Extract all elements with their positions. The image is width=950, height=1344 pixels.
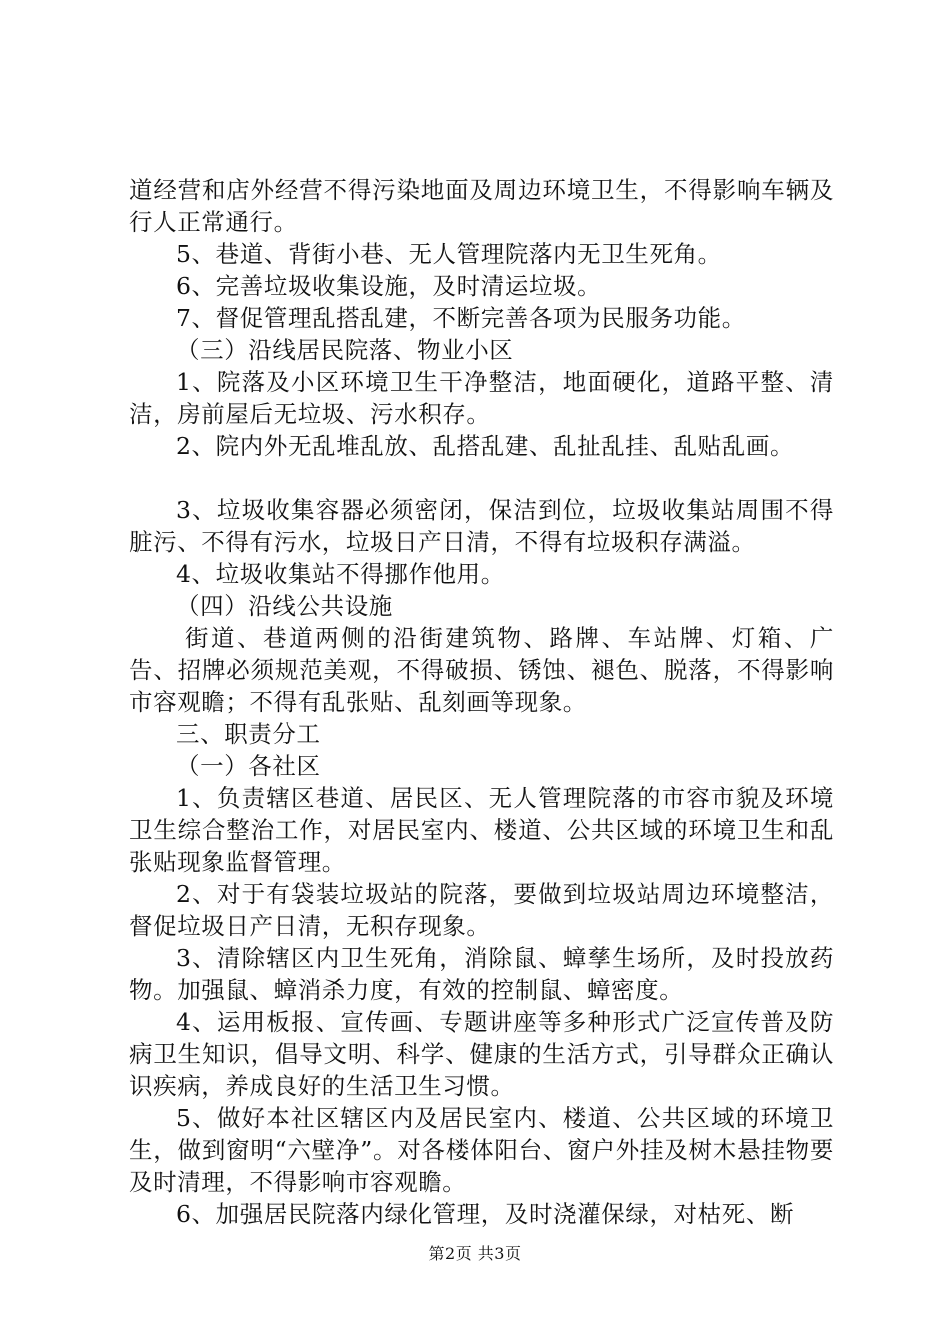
blank-line xyxy=(129,462,834,494)
section-heading-4: （四）沿线公共设施 xyxy=(176,592,393,620)
duty-item-6: 6、加强居民院落内绿化管理，及时浇灌保绿，对枯死、断 xyxy=(176,1200,795,1228)
page-footer xyxy=(0,1244,950,1264)
duty-item-2: 2、对于有袋装垃圾站的院落，要做到垃圾站周边环境整洁，督促垃圾日产日清，无积存现象。 xyxy=(129,880,834,940)
paragraph-item-1: 1、院落及小区环境卫生干净整洁，地面硬化，道路平整、清洁，房前屋后无垃圾、污水积存。 xyxy=(129,368,834,428)
paragraph-item-6: 6、完善垃圾收集设施，及时清运垃圾。 xyxy=(176,272,602,300)
duty-item-4: 4、运用板报、宣传画、专题讲座等多种形式广泛宣传普及防病卫生知识，倡导文明、科学、健康的生活方式，引导群众正确认识疾病，养成良好的生活卫生习惯。 xyxy=(129,1008,834,1100)
paragraph-item-3: 3、垃圾收集容器必须密闭，保洁到位，垃圾收集站周围不得脏污、不得有污水，垃圾日产日清，不得有垃圾积存满溢。 xyxy=(129,496,834,556)
paragraph-item-7: 7、督促管理乱搭乱建，不断完善各项为民服务功能。 xyxy=(176,304,746,332)
page-number: 第2页 共3页 xyxy=(428,1244,522,1263)
paragraph-continuation: 道经营和店外经营不得污染地面及周边环境卫生，不得影响车辆及行人正常通行。 xyxy=(129,176,834,236)
document-body xyxy=(129,174,834,1230)
duty-item-3: 3、清除辖区内卫生死角，消除鼠、蟑孳生场所，及时投放药物。加强鼠、蟑消杀力度，有效的控制鼠、蟑密度。 xyxy=(129,944,834,1004)
section-heading-3: （三）沿线居民院落、物业小区 xyxy=(176,336,514,364)
paragraph-item-4: 4、垃圾收集站不得挪作他用。 xyxy=(176,560,505,588)
paragraph-public-facilities: 街道、巷道两侧的沿街建筑物、路牌、车站牌、灯箱、广告、招牌必须规范美观，不得破损、锈蚀、褪色、脱落，不得影响市容观瞻；不得有乱张贴、乱刻画等现象。 xyxy=(129,624,834,716)
section-heading-responsibilities: 三、职责分工 xyxy=(176,720,321,748)
duty-item-5: 5、做好本社区辖区内及居民室内、楼道、公共区域的环境卫生，做到窗明“六壁净”。对各楼体阳台、窗户外挂及树木悬挂物要及时清理，不得影响市容观瞻。 xyxy=(129,1104,834,1196)
paragraph-item-5: 5、巷道、背街小巷、无人管理院落内无卫生死角。 xyxy=(176,240,722,268)
paragraph-item-2: 2、院内外无乱堆乱放、乱搭乱建、乱扯乱挂、乱贴乱画。 xyxy=(176,432,795,460)
duty-item-1: 1、负责辖区巷道、居民区、无人管理院落的市容市貌及环境卫生综合整治工作，对居民室内、楼道、公共区域的环境卫生和乱张贴现象监督管理。 xyxy=(129,784,834,876)
subsection-heading-communities: （一）各社区 xyxy=(176,752,321,780)
